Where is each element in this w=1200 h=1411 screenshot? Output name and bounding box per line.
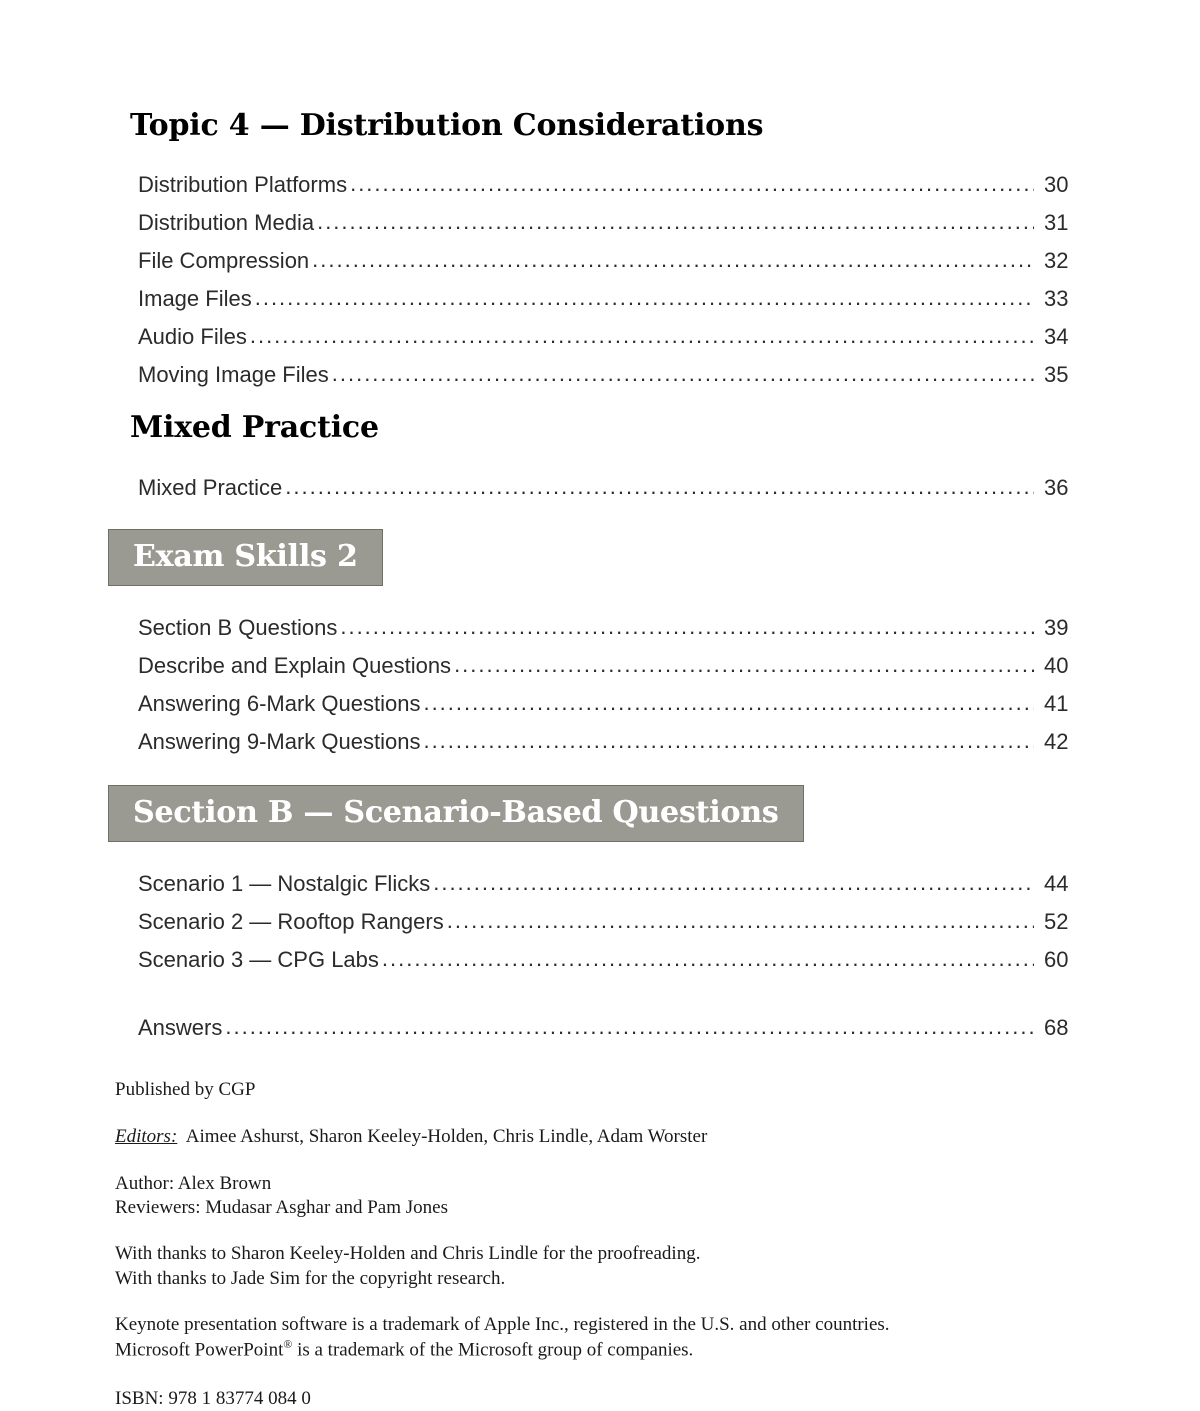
toc-entry-page: 52 [1044, 909, 1069, 934]
trademark-line-2-rest: is a trademark of the Microsoft group of companies. [292, 1339, 694, 1361]
toc-entry-title: Answering 9-Mark Questions [138, 729, 421, 754]
toc-entry-page: 36 [1044, 475, 1069, 500]
toc-dot-leader [340, 616, 1034, 638]
editors-label: Editors: [115, 1126, 178, 1148]
toc-list-topic-4 [138, 158, 1088, 386]
toc-entry-page: 44 [1044, 871, 1069, 896]
reviewers-line: Reviewers: Mudasar Asghar and Pam Jones [115, 1196, 448, 1218]
toc-entry-page: 33 [1044, 286, 1069, 311]
toc-dot-leader [382, 948, 1034, 970]
toc-entry-title: Answering 6-Mark Questions [138, 691, 421, 716]
toc-entry-title: Scenario 1 — Nostalgic Flicks [138, 871, 431, 896]
toc-entry-title: File Compression [138, 248, 310, 273]
section-exam-skills-2 [108, 529, 383, 586]
toc-dot-leader [250, 325, 1034, 347]
banner-heading-exam-skills-2: Exam Skills 2 [108, 529, 383, 586]
section-topic-4 [130, 108, 1090, 143]
toc-dot-leader [312, 249, 1034, 271]
toc-dot-leader [317, 211, 1034, 233]
section-mixed-practice [130, 410, 1090, 445]
published-by-line: Published by CGP [115, 1079, 256, 1100]
toc-entry-title: Scenario 2 — Rooftop Rangers [138, 909, 444, 934]
toc-list-answers [138, 1001, 1088, 1039]
toc-row[interactable] [138, 933, 1088, 971]
thanks-line-2: With thanks to Jade Sim for the copyright research. [115, 1267, 506, 1289]
toc-row[interactable] [138, 677, 1088, 715]
toc-entry-title: Scenario 3 — CPG Labs [138, 947, 379, 972]
toc-row[interactable] [138, 158, 1088, 196]
imprint-block [115, 1078, 1115, 1411]
trademark-line-2 [115, 1337, 1115, 1363]
toc-row[interactable] [138, 272, 1088, 310]
toc-list-mixed-practice [138, 461, 1088, 499]
toc-entry-title: Moving Image Files [138, 362, 329, 387]
toc-row[interactable] [138, 310, 1088, 348]
author-line: Author: Alex Brown [115, 1172, 272, 1194]
toc-row[interactable] [138, 895, 1088, 933]
toc-entry-page: 39 [1044, 615, 1069, 640]
toc-entry-page: 40 [1044, 653, 1069, 678]
toc-entry-title: Distribution Media [138, 210, 315, 235]
toc-row[interactable] [138, 234, 1088, 272]
trademark-line-1: Keynote presentation software is a trademark of Apple Inc., registered in the U.S. and other countries. [115, 1313, 890, 1335]
toc-dot-leader [285, 476, 1034, 498]
toc-entry-title: Image Files [138, 286, 252, 311]
toc-row[interactable] [138, 715, 1088, 753]
toc-entry-page: 41 [1044, 691, 1069, 716]
toc-row[interactable] [138, 1001, 1088, 1039]
registered-trademark-icon: ® [283, 1338, 293, 1352]
toc-dot-leader [423, 730, 1034, 752]
toc-row[interactable] [138, 461, 1088, 499]
toc-entry-title: Describe and Explain Questions [138, 653, 452, 678]
trademark-product-name: Microsoft PowerPoint [115, 1339, 284, 1361]
toc-list-section-b [138, 857, 1088, 971]
isbn-line: ISBN: 978 1 83774 084 0 [115, 1387, 311, 1409]
toc-list-exam-skills-2 [138, 601, 1088, 753]
toc-entry-page: 34 [1044, 324, 1069, 349]
toc-entry-page: 30 [1044, 172, 1069, 197]
thanks-line-1: With thanks to Sharon Keeley-Holden and Chris Lindle for the proofreading. [115, 1243, 701, 1265]
toc-dot-leader [454, 654, 1034, 676]
toc-entry-title: Audio Files [138, 324, 247, 349]
section-heading-mixed-practice: Mixed Practice [130, 410, 379, 445]
editors-names: Aimee Ashurst, Sharon Keeley-Holden, Chris Lindle, Adam Worster [185, 1126, 708, 1148]
toc-dot-leader [423, 692, 1034, 714]
toc-entry-page: 32 [1044, 248, 1069, 273]
toc-entry-page: 60 [1044, 947, 1069, 972]
toc-dot-leader [447, 910, 1034, 932]
toc-row[interactable] [138, 348, 1088, 386]
banner-heading-section-b: Section B — Scenario-Based Questions [108, 785, 804, 842]
toc-entry-title: Section B Questions [138, 615, 338, 640]
toc-entry-title: Distribution Platforms [138, 172, 348, 197]
toc-entry-page: 68 [1044, 1015, 1069, 1040]
section-heading-topic-4: Topic 4 — Distribution Considerations [130, 108, 764, 143]
toc-entry-page: 35 [1044, 362, 1069, 387]
toc-dot-leader [332, 363, 1034, 385]
toc-row[interactable] [138, 639, 1088, 677]
toc-dot-leader [255, 287, 1034, 309]
toc-dot-leader [225, 1016, 1034, 1038]
toc-entry-page: 31 [1044, 210, 1069, 235]
toc-dot-leader [433, 872, 1034, 894]
toc-entry-title: Answers [138, 1015, 223, 1040]
toc-entry-page: 42 [1044, 729, 1069, 754]
toc-entry-title: Mixed Practice [138, 475, 283, 500]
toc-row[interactable] [138, 601, 1088, 639]
section-section-b [108, 785, 804, 842]
toc-row[interactable] [138, 857, 1088, 895]
toc-dot-leader [350, 173, 1034, 195]
editors-line [115, 1125, 1115, 1149]
toc-row[interactable] [138, 196, 1088, 234]
